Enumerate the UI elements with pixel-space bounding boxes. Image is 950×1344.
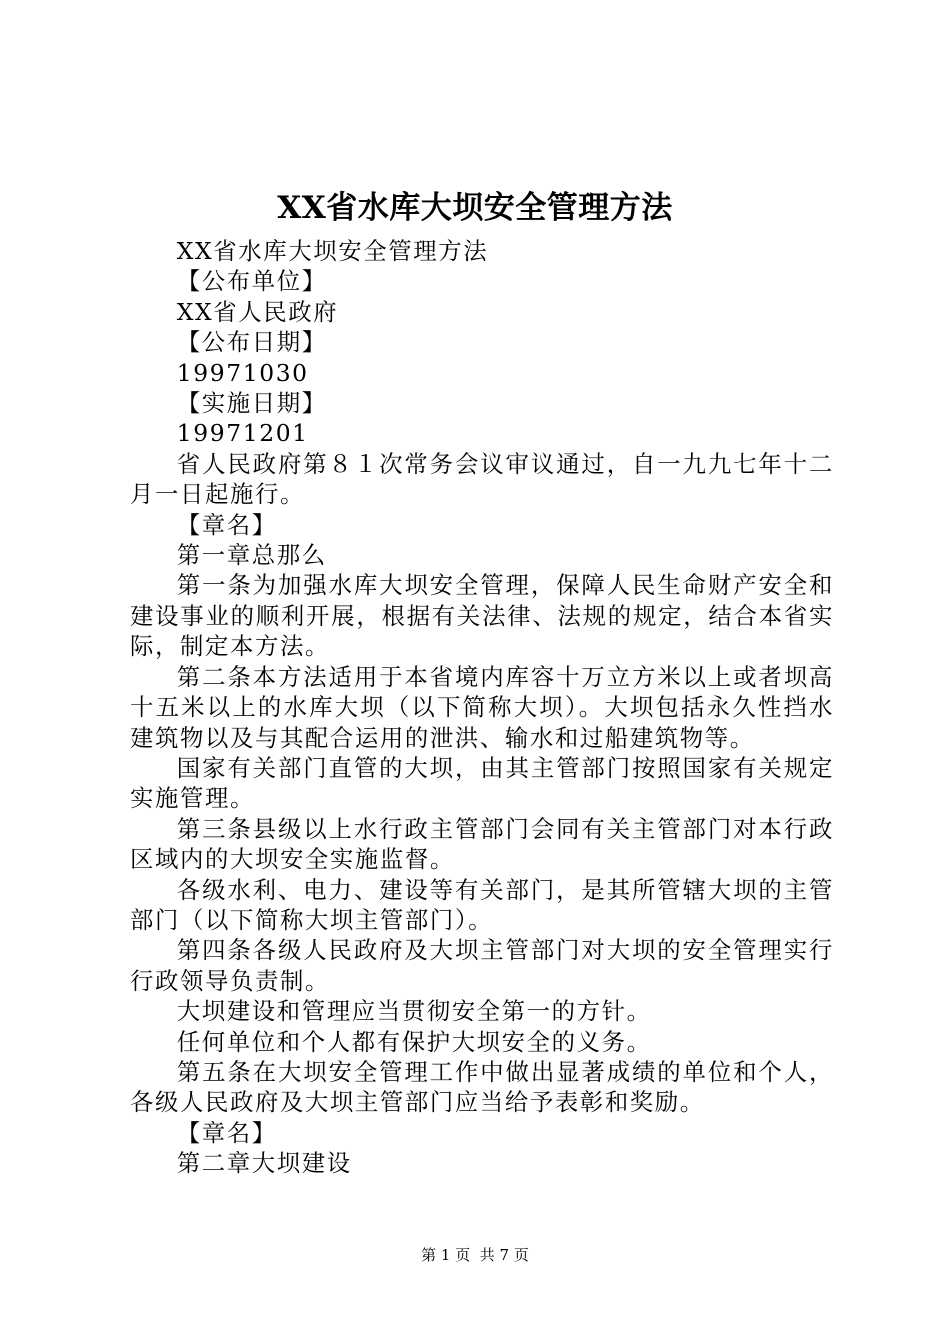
paragraph: 各级水利、电力、建设等有关部门，是其所管辖大坝的主管部门（以下简称大坝主管部门）。 [130,875,834,934]
document-title: XX省水库大坝安全管理方法 [277,190,673,226]
paragraph: 大坝建设和管理应当贯彻安全第一的方针。 [176,997,652,1026]
paragraph: 【公布日期】 [176,328,327,357]
paragraph: XX省水库大坝安全管理方法 [176,237,489,265]
paragraph: 【公布单位】 [176,267,327,296]
paragraph: 第二章大坝建设 [176,1149,352,1178]
paragraph: 省人民政府第８１次常务会议审议通过，自一九九七年十二月一日起施行。 [130,449,834,509]
paragraph: 【实施日期】 [176,389,327,418]
paragraph: 第一章总那么 [176,541,327,570]
paragraph: 第一条为加强水库大坝安全管理，保障人民生命财产安全和建设事业的顺利开展，根据有关法律、法规的规定，结合本省实际，制定本方法。 [130,571,834,661]
paragraph: 第二条本方法适用于本省境内库容十万立方米以上或者坝高十五米以上的水库大坝（以下简称大坝）。大坝包括永久性挡水建筑物以及与其配合运用的泄洪、输水和过船建筑物等。 [130,662,834,752]
paragraph: 国家有关部门直管的大坝，由其主管部门按照国家有关规定实施管理。 [130,753,834,813]
paragraph: 第三条县级以上水行政主管部门会同有关主管部门对本行政区域内的大坝安全实施监督。 [130,814,834,874]
page-footer [0,1245,950,1265]
paragraph: 任何单位和个人都有保护大坝安全的义务。 [176,1027,652,1056]
page-number: 第 1 页 [421,1246,471,1264]
paragraph: 19971201 [176,419,309,448]
paragraph: 【章名】 [176,510,277,539]
paragraph: 19971030 [176,358,309,387]
document-body [130,236,834,1179]
paragraph: XX省人民政府 [176,297,339,326]
page-total: 共 7 页 [479,1246,529,1264]
paragraph: 第五条在大坝安全管理工作中做出显著成绩的单位和个人，各级人民政府及大坝主管部门应当给予表彰和奖励。 [130,1057,834,1117]
paragraph: 【章名】 [176,1118,277,1147]
paragraph: 第四条各级人民政府及大坝主管部门对大坝的安全管理实行行政领导负责制。 [130,936,834,995]
